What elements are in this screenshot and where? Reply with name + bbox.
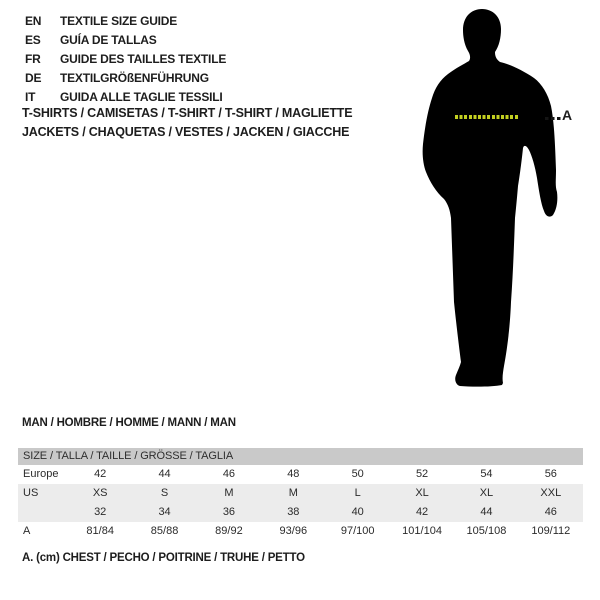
language-title: TEXTILE SIZE GUIDE [60,14,178,28]
size-cell: 56 [544,468,557,480]
size-table [18,448,583,541]
size-cell: 46 [222,468,236,480]
chest-measure-dash-line [455,115,519,119]
size-cell: 34 [158,506,171,518]
size-cell: XXL [540,487,562,499]
language-code: ES [25,33,41,47]
language-code: EN [25,14,42,28]
size-cell: 54 [480,468,493,480]
size-cell: 85/88 [150,525,179,537]
size-cell: 40 [351,506,364,518]
size-cell: 32 [94,506,107,518]
size-cell: 89/92 [215,525,243,537]
row-label [18,503,68,522]
size-table-header: SIZE / TALLA / TAILLE / GRÖSSE / TAGLIA [18,448,583,465]
size-cell: 48 [287,468,300,480]
size-cell: 97/100 [340,525,375,537]
language-row-en [25,12,226,31]
language-title: GUIDA ALLE TAGLIE TESSILI [60,90,223,104]
row-label: US [23,487,39,499]
language-code: FR [25,52,41,66]
size-cell: 81/84 [86,525,114,537]
size-cell: 50 [351,468,364,480]
size-cell: XS [92,487,108,499]
language-row-de [25,69,226,88]
size-cell: XL [479,487,494,499]
measurement-footnote: A. (cm) CHEST / PECHO / POITRINE / TRUHE / PETTO [22,552,305,564]
size-cell: 42 [415,506,429,518]
size-cell: 36 [222,506,236,518]
language-title: TEXTILGRÖßENFÜHRUNG [60,71,209,85]
size-cell: 38 [287,506,300,518]
language-list [25,12,226,107]
size-cell: M [288,487,298,499]
size-cell: 42 [94,468,107,480]
size-cell: XL [415,487,429,499]
size-cell: 52 [415,468,429,480]
size-cell: 105/108 [466,525,507,537]
table-row-numeric [18,503,583,522]
section-title-man: MAN / HOMBRE / HOMME / MANN / MAN [22,417,236,429]
table-row-europe [18,465,583,484]
size-cell: 93/96 [279,525,308,537]
size-cell: 109/112 [531,525,571,537]
chest-measure-leader-dashes [545,117,561,120]
language-row-fr [25,50,226,69]
table-row-us [18,484,583,503]
man-silhouette [412,6,572,398]
row-label: Europe [23,468,59,480]
language-code: IT [25,90,36,104]
garment-line-tshirts: T-SHIRTS / CAMISETAS / T-SHIRT / T-SHIRT / MAGLIETTE [22,106,353,120]
table-row-chest-cm [18,522,583,541]
garment-types [22,104,352,142]
size-cell: 46 [544,506,557,518]
size-cell: 101/104 [402,525,442,537]
language-title: GUIDE DES TAILLES TEXTILE [60,52,227,66]
language-title: GUÍA DE TALLAS [60,33,157,47]
language-row-es [25,31,226,50]
language-code: DE [25,71,42,85]
chest-measure-label: A [562,107,573,123]
size-cell: M [224,487,234,499]
row-label: A [23,525,31,537]
size-cell: L [354,487,361,499]
size-cell: 44 [480,506,493,518]
size-cell: 44 [158,468,171,480]
size-cell: S [160,487,169,499]
garment-line-jackets: JACKETS / CHAQUETAS / VESTES / JACKEN / GIACCHE [22,125,350,139]
